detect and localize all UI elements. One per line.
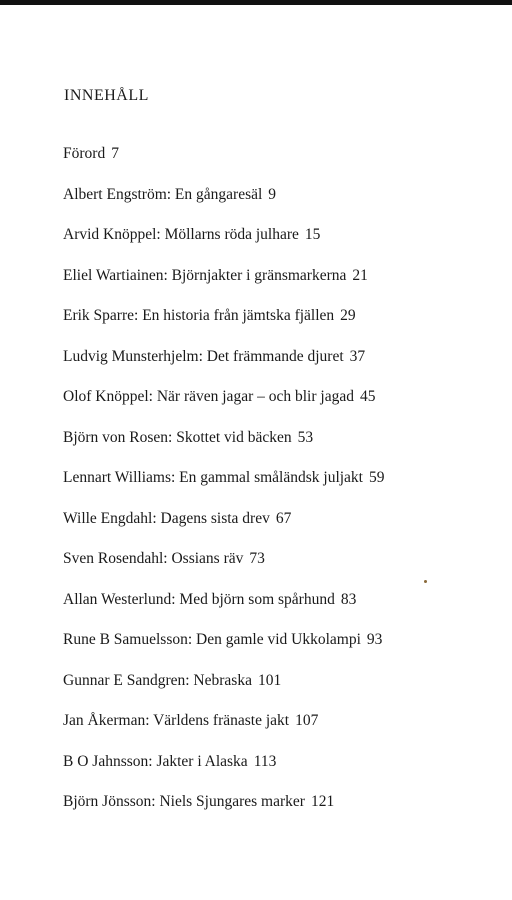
- toc-entry-title: Ludvig Munsterhjelm: Det främmande djuret: [63, 347, 344, 365]
- table-of-contents: [63, 142, 385, 831]
- toc-entry: [63, 669, 385, 710]
- toc-entry-page: 93: [366, 631, 383, 648]
- toc-entry-title: Björn von Rosen: Skottet vid bäcken: [63, 428, 292, 446]
- toc-entry: [63, 466, 385, 507]
- toc-entry: [63, 345, 385, 386]
- toc-entry-page: 37: [349, 347, 366, 365]
- toc-entry-page: 15: [304, 226, 321, 243]
- toc-entry-title: Förord: [63, 145, 106, 162]
- toc-entry: [63, 628, 385, 669]
- toc-entry: [63, 750, 385, 791]
- toc-entry-title: Lennart Williams: En gammal småländsk juljakt: [63, 469, 363, 486]
- toc-entry-title: Erik Sparre: En historia från jämtska fjällen: [63, 307, 335, 324]
- toc-entry-title: Sven Rosendahl: Ossians räv: [63, 550, 244, 567]
- toc-entry: [63, 588, 385, 629]
- toc-entry-title: B O Jahnsson: Jakter i Alaska: [63, 752, 248, 770]
- toc-entry: [63, 223, 385, 264]
- toc-entry: [63, 426, 385, 467]
- toc-entry-page: 53: [297, 428, 314, 446]
- toc-entry-title: Allan Westerlund: Med björn som spårhund: [63, 590, 335, 608]
- toc-entry: [63, 183, 385, 224]
- toc-entry-page: 83: [340, 590, 357, 608]
- toc-entry: [63, 507, 385, 548]
- toc-entry: [63, 264, 385, 305]
- toc-entry-title: Eliel Wartiainen: Björnjakter i gränsmarkerna: [63, 266, 347, 284]
- toc-entry: [63, 304, 385, 345]
- toc-entry-page: 9: [268, 185, 277, 203]
- page-top-border: [0, 0, 512, 5]
- toc-entry: [63, 385, 385, 426]
- toc-entry: [63, 709, 385, 750]
- toc-entry-page: 121: [310, 793, 335, 810]
- toc-entry: [63, 547, 385, 588]
- toc-entry-title: Jan Åkerman: Världens fränaste jakt: [63, 712, 290, 729]
- paper-speck: [424, 580, 427, 583]
- toc-entry-title: Björn Jönsson: Niels Sjungares marker: [63, 793, 305, 810]
- toc-entry-page: 29: [340, 307, 356, 324]
- page-title: INNEHÅLL: [64, 87, 149, 104]
- toc-entry-page: 67: [275, 509, 292, 527]
- toc-entry-page: 21: [352, 266, 368, 284]
- toc-entry-title: Arvid Knöppel: Möllarns röda julhare: [63, 226, 299, 243]
- toc-entry-page: 113: [253, 752, 277, 770]
- toc-entry-page: 59: [369, 469, 385, 486]
- toc-entry-title: Albert Engström: En gångaresäl: [63, 185, 263, 203]
- toc-entry: [63, 142, 385, 183]
- toc-entry-page: 73: [249, 550, 265, 567]
- toc-entry-page: 7: [111, 145, 119, 162]
- toc-entry-title: Wille Engdahl: Dagens sista drev: [63, 509, 270, 527]
- toc-entry-title: Rune B Samuelsson: Den gamle vid Ukkolampi: [63, 631, 361, 648]
- toc-entry-title: Gunnar E Sandgren: Nebraska: [63, 671, 252, 689]
- toc-entry-title: Olof Knöppel: När räven jagar – och blir jagad: [63, 388, 354, 405]
- toc-entry-page: 101: [257, 671, 282, 689]
- toc-entry-page: 107: [295, 712, 319, 729]
- toc-entry: [63, 790, 385, 831]
- toc-entry-page: 45: [359, 388, 376, 405]
